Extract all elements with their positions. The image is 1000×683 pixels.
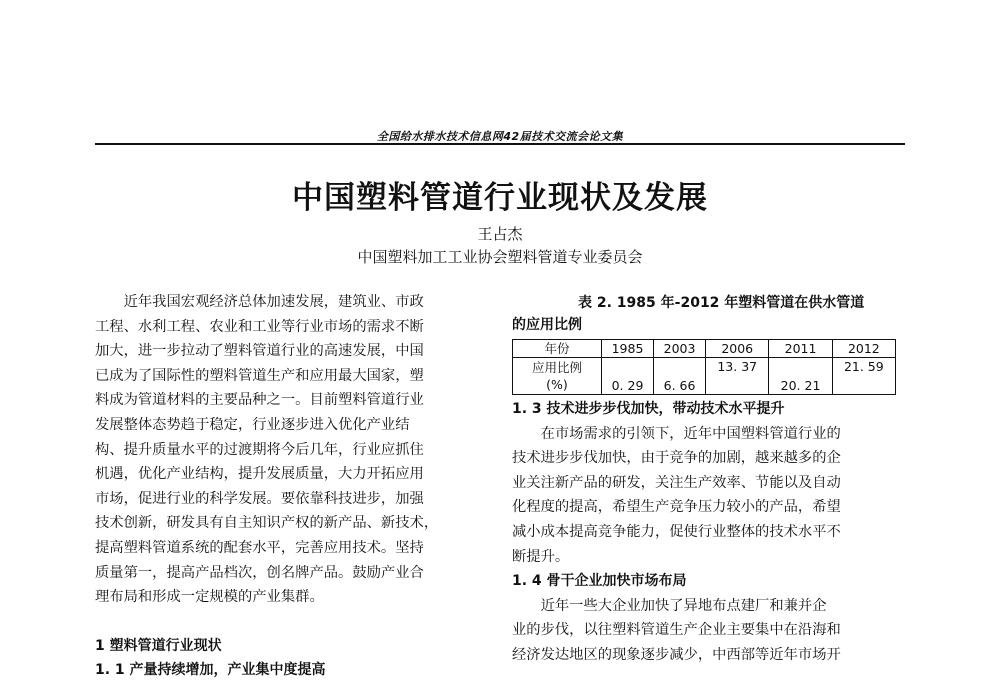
table-header-row — [513, 340, 896, 358]
header-rule — [95, 143, 905, 145]
intro-line: 质量第一，提高产品档次，创名牌产品。鼓励产业合 — [95, 564, 424, 581]
intro-line: 技术创新，研发具有自主知识产权的新产品、新技术， — [95, 515, 439, 532]
section-heading-1: 1 塑料管道行业现状 — [95, 637, 222, 654]
table-year-cell: 2006 — [706, 340, 769, 358]
body-line: 断提升。 — [512, 548, 570, 565]
affiliation: 中国塑料加工工业协会塑料管道专业委员会 — [357, 248, 643, 266]
table-value-cell: 13. 37 — [706, 358, 769, 395]
body-line: 业关注新产品的研发，关注生产效率、节能以及自动 — [512, 474, 841, 491]
intro-line: 近年我国宏观经济总体加速发展，建筑业、市政 — [123, 294, 424, 310]
running-head: 全国给水排水技术信息网42届技术交流会论文集 — [376, 130, 624, 143]
intro-line: 机遇，优化产业结构，提升发展质量，大力开拓应用 — [95, 466, 424, 483]
body-line: 近年一些大企业加快了异地布点建厂和兼并企 — [540, 597, 827, 614]
intro-line: 料成为管道材料的主要品种之一。目前塑料管道行业 — [95, 392, 424, 409]
intro-line: 工程、水利工程、农业和工业等行业市场的需求不断 — [95, 318, 424, 335]
left-column — [95, 290, 487, 683]
intro-line: 理布局和形成一定规模的产业集群。 — [95, 589, 324, 606]
table-caption: 表 2. 1985 年-2012 年塑料管道在供水管道 — [578, 295, 865, 311]
intro-line: 已成为了国际性的塑料管道生产和应用最大国家，塑 — [95, 367, 424, 384]
table-value-row — [513, 358, 896, 395]
intro-line: 构、提升质量水平的过渡期将今后几年，行业应抓住 — [95, 441, 424, 458]
body-line: 业的步伐，以往塑料管道生产企业主要集中在沿海和 — [512, 622, 841, 639]
author: 王占杰 — [477, 225, 523, 243]
table-caption-cont: 的应用比例 — [512, 317, 582, 333]
table-year-cell: 2003 — [654, 340, 706, 358]
table-value-cell: 20. 21 — [769, 358, 832, 395]
body-line: 化程度的提高，希望生产竞争压力较小的产品，希望 — [512, 499, 841, 516]
intro-line: 发展整体态势趋于稳定，行业逐步进入优化产业结 — [95, 416, 410, 433]
section-heading-1-3: 1. 3 技术进步步伐加快，带动技术水平提升 — [512, 401, 785, 417]
body-line: 经济发达地区的现象逐步减少，中西部等近年市场开 — [512, 646, 841, 663]
table-year-cell: 1985 — [602, 340, 654, 358]
table-row-label — [513, 358, 602, 395]
intro-line: 市场，促进行业的科学发展。要依靠科技进步，加强 — [95, 490, 424, 507]
table-value-cell: 21. 59 — [832, 358, 895, 395]
right-column — [512, 292, 900, 668]
table-year-cell: 2012 — [832, 340, 895, 358]
row-label-unit: (%) — [546, 377, 568, 392]
table-value-cell: 6. 66 — [654, 358, 706, 395]
intro-line: 提高塑料管道系统的配套水平，完善应用技术。坚持 — [95, 539, 424, 556]
paper-title: 中国塑料管道行业现状及发展 — [292, 180, 708, 216]
table-year-cell: 2011 — [769, 340, 832, 358]
body-line: 减小成本提高竞争能力，促使行业整体的技术水平不 — [512, 523, 841, 540]
supply-pipe-table — [512, 339, 896, 395]
section-heading-1-4: 1. 4 骨干企业加快市场布局 — [512, 573, 687, 590]
table-value-cell: 0. 29 — [602, 358, 654, 395]
table-header-year-label: 年份 — [513, 340, 602, 358]
row-label-text: 应用比例 — [531, 360, 582, 375]
intro-line: 加大，进一步拉动了塑料管道行业的高速发展，中国 — [95, 343, 424, 360]
section-heading-1-1: 1. 1 产量持续增加，产业集中度提高 — [95, 662, 326, 679]
body-line: 在市场需求的引领下，近年中国塑料管道行业的 — [540, 425, 841, 442]
body-line: 技术进步步伐加快，由于竞争的加剧，越来越多的企 — [512, 450, 841, 467]
